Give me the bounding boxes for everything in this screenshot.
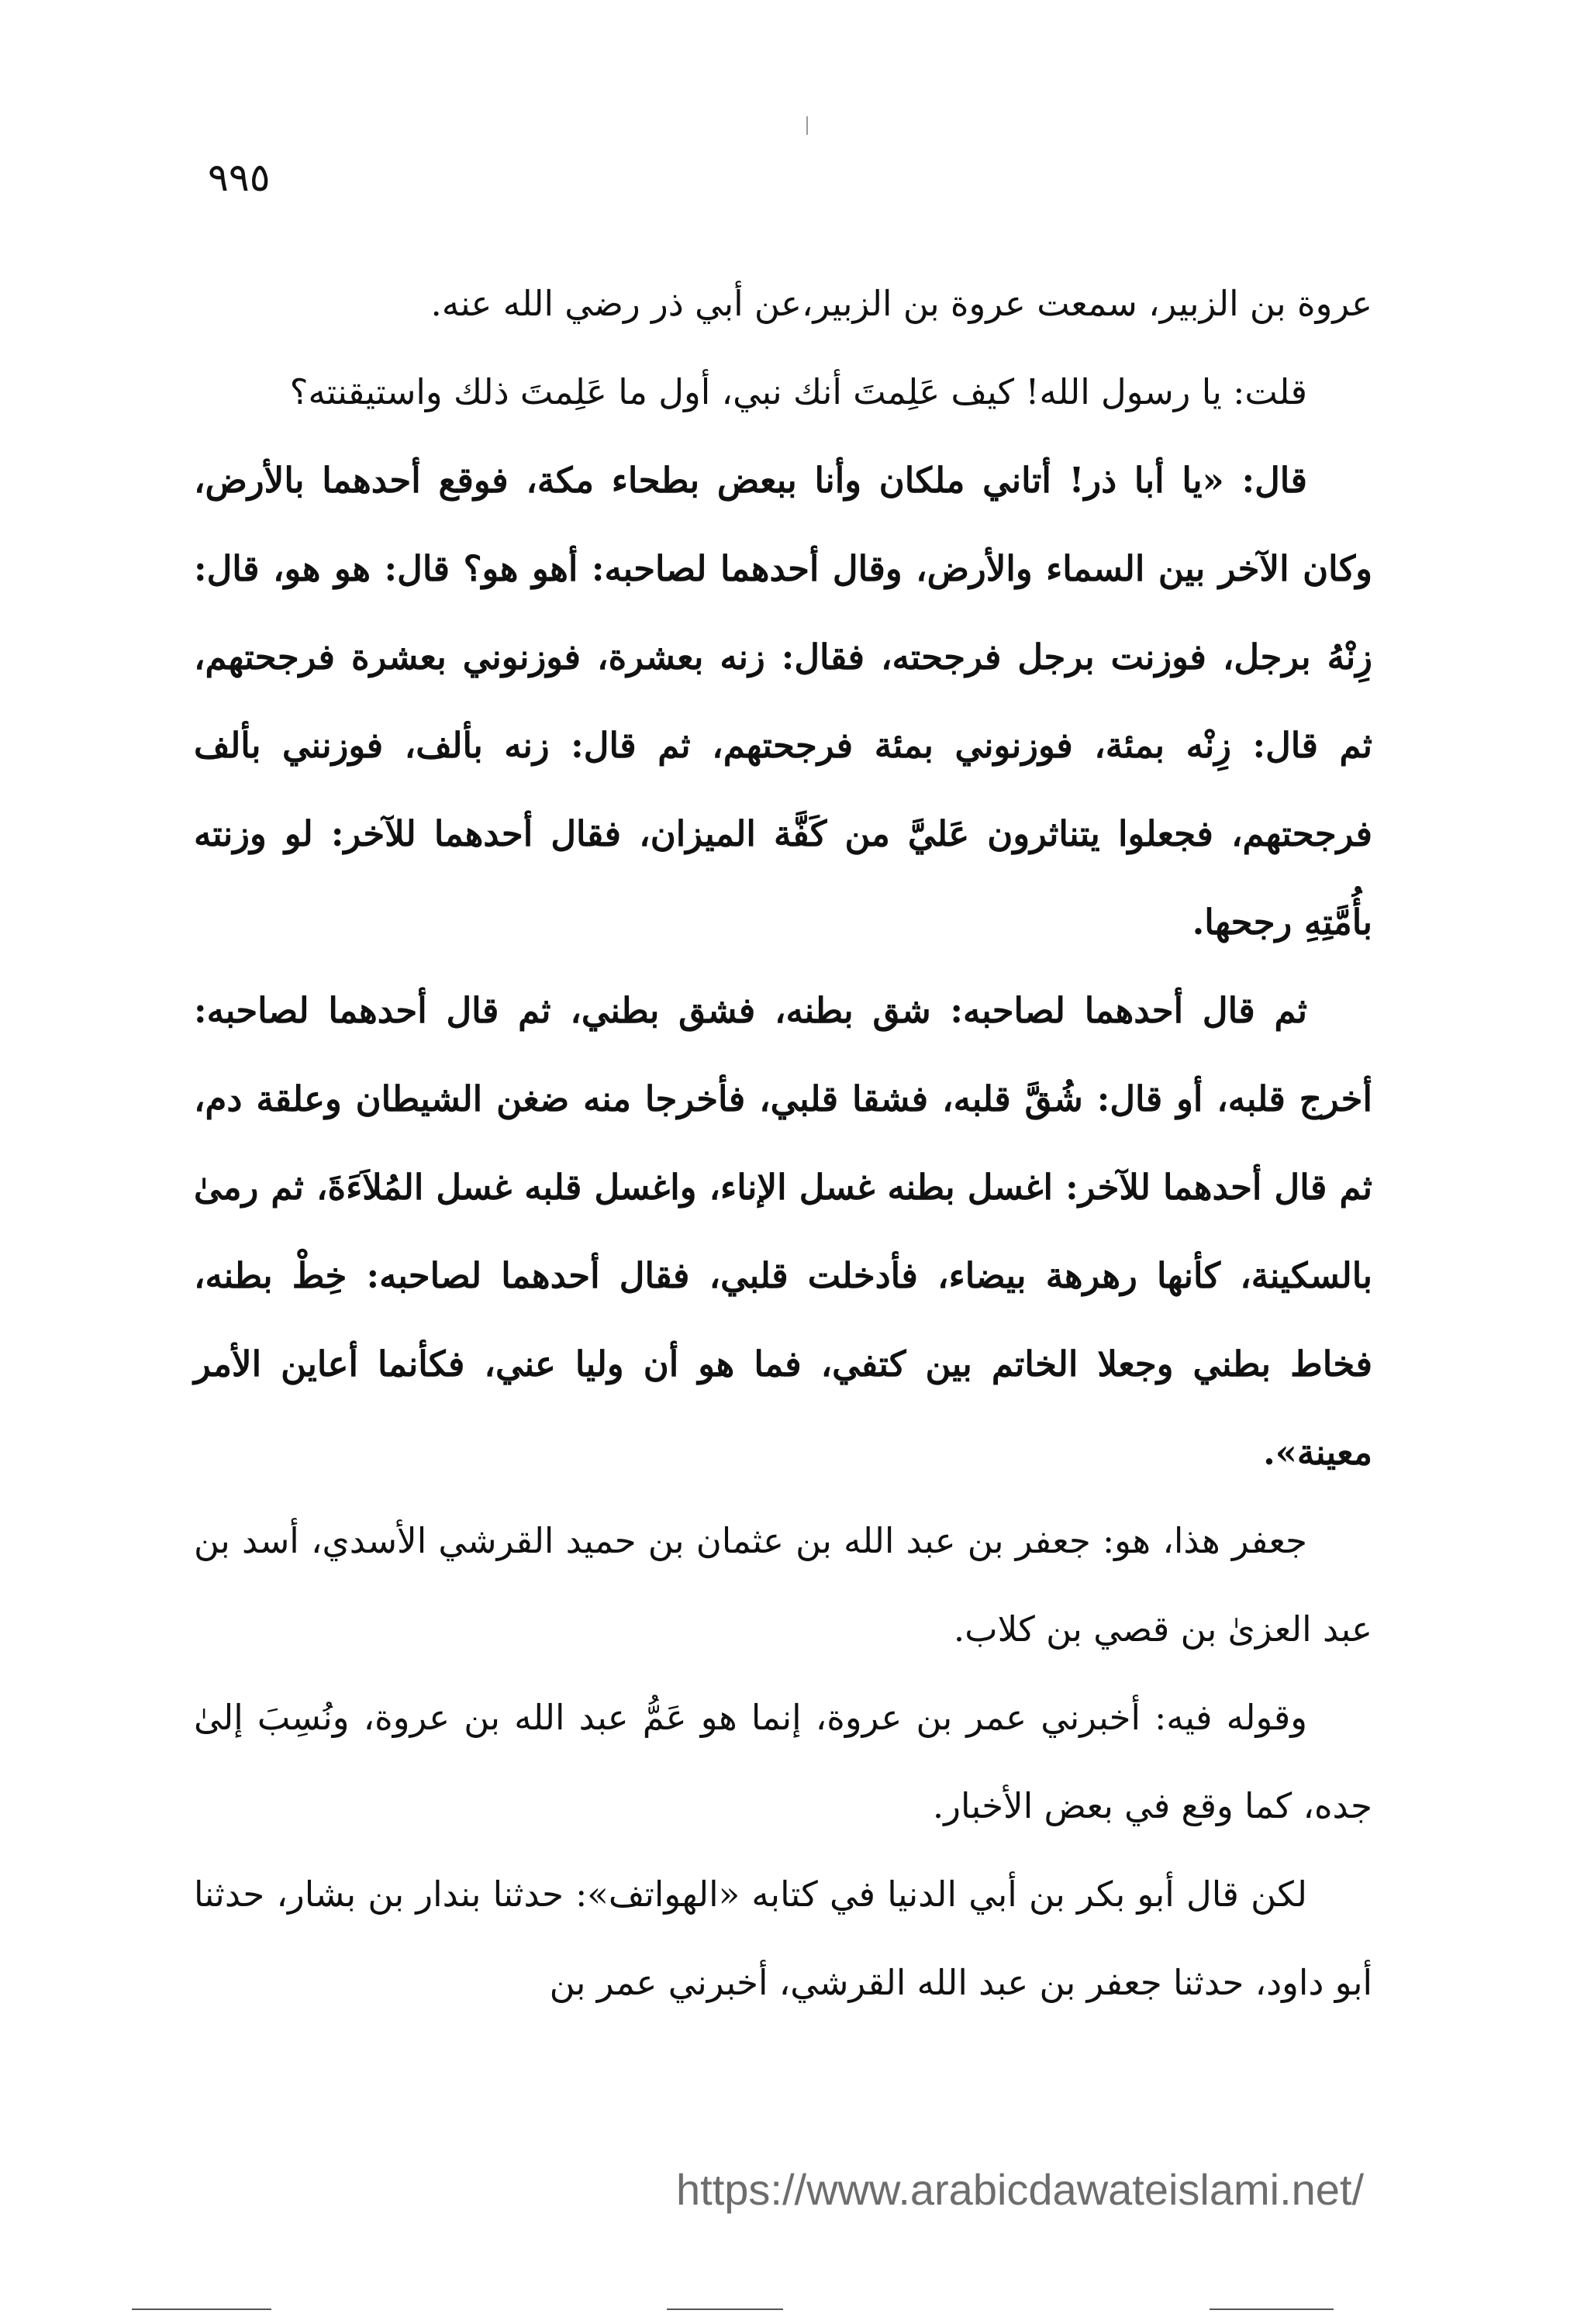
scan-mark xyxy=(806,116,808,135)
paragraph-1: عروة بن الزبير، سمعت عروة بن الزبير،عن أبي ذر رضي الله عنه. xyxy=(430,283,1372,324)
watermark-url: https://www.arabicdawateislami.net/ xyxy=(676,2165,1365,2214)
paragraph-7: لكن قال أبو بكر بن أبي الدنيا في كتابه «الهواتف»: حدثنا بندار بن بشار، حدثنا أبو داود، حدثنا جعفر بن عبد الله القرشي، أخبرني عمر بن xyxy=(194,1874,1372,2003)
paragraph-6: وقوله فيه: أخبرني عمر بن عروة، إنما هو عَمُّ عبد الله بن عروة، ونُسِبَ إلىٰ جده، كما وقع في بعض الأخبار. xyxy=(194,1697,1372,1826)
body-text xyxy=(194,260,1372,2027)
paragraph-5: جعفر هذا، هو: جعفر بن عبد الله بن عثمان بن حميد القرشي الأسدي، أسد بن عبد العزىٰ بن قصي بن كلاب. xyxy=(194,1520,1372,1650)
bottom-rule-middle xyxy=(667,2308,783,2310)
paragraph-4: ثم قال أحدهما لصاحبه: شق بطنه، فشق بطني، ثم قال أحدهما لصاحبه: أخرج قلبه، أو قال: شُقَّ قلبه، فشقا قلبي، فأخرجا منه ضغن الشيطان وعلقة دم، ثم قال أحدهما للآخر: اغسل بطنه غسل الإناء، واغسل قلبه غسل المُلاَءَةَ، ثم رمىٰ بالسكينة، كأنها رهرهة بيضاء، فأدخلت قلبي، فقال أحدهما لصاحبه: خِطْ بطنه، فخاط بطني وجعلا الخاتم بين كتفي، فما هو أن وليا عني، فكأنما أعاين الأمر معينة». xyxy=(194,990,1372,1473)
paragraph-2: قلت: يا رسول الله! كيف عَلِمتَ أنك نبي، أول ما عَلِمتَ ذلك واستيقنته؟ xyxy=(289,371,1307,412)
bottom-rule-right xyxy=(1210,2308,1334,2310)
page-number: ٩٩٥ xyxy=(208,155,271,200)
paragraph-3: قال: «يا أبا ذر! أتاني ملكان وأنا ببعض بطحاء مكة، فوقع أحدهما بالأرض، وكان الآخر بين السماء والأرض، وقال أحدهما لصاحبه: أهو هو؟ قال: هو هو، قال: زِنْهُ برجل، فوزنت برجل فرجحته، فقال: زنه بعشرة، فوزنوني بعشرة فرجحتهم، ثم قال: زِنْه بمئة، فوزنوني بمئة فرجحتهم، ثم قال: زنه بألف، فوزنني بألف فرجحتهم، فجعلوا يتناثرون عَليَّ من كَفَّة الميزان، فقال أحدهما للآخر: لو وزنته بأُمَّتِهِ رجحها. xyxy=(194,460,1372,943)
bottom-rule-left xyxy=(132,2308,271,2310)
